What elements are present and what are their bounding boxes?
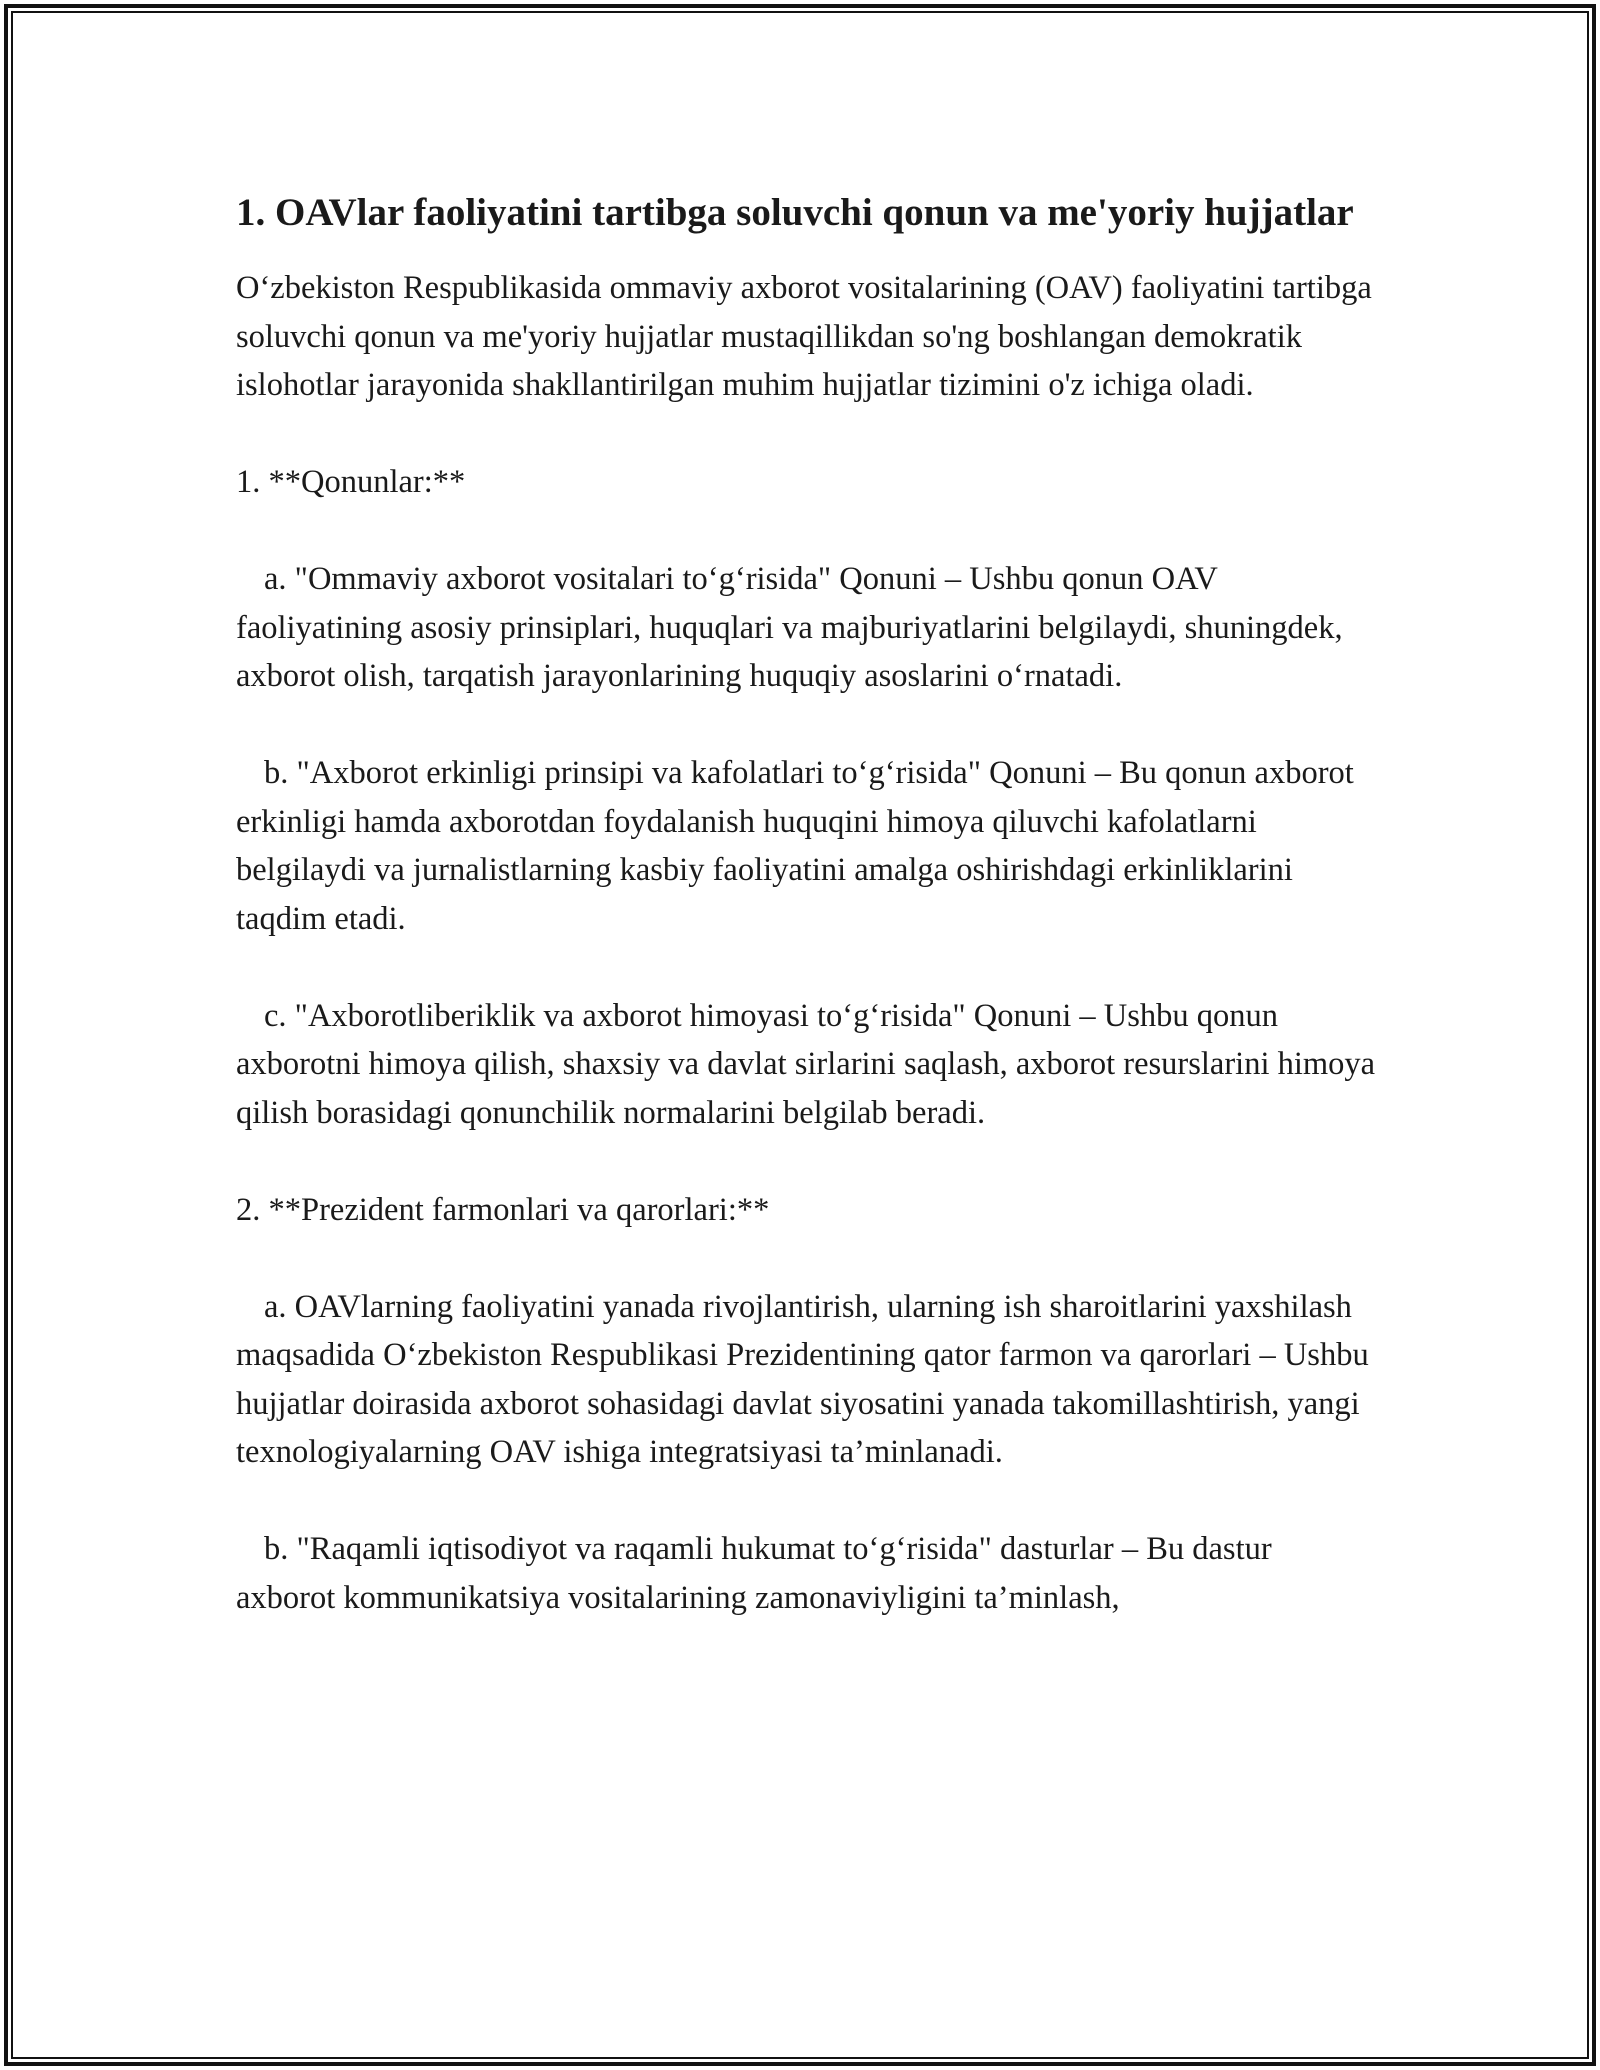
intro-paragraph: O‘zbekiston Respublikasida ommaviy axborot vositalarining (OAV) faoliyatini tartibga soluvchi qonun va me'yoriy hujjatlar mustaqillikdan so'ng boshlangan demokratik islohotlar jarayonida shakllantirilgan muhim hujjatlar tizimini o'z ichiga oladi. [236,270,1372,403]
law-item-c: c. "Axborotliberiklik va axborot himoyasi to‘g‘risida" Qonuni – Ushbu qonun axborotni himoya qilish, shaxsiy va davlat sirlarini saqlash, axborot resurslarini himoya qilish borasidagi qonunchilik normalarini belgilab beradi. [236,997,1376,1131]
paragraph-gap [236,507,1376,556]
decree-item-a: a. OAVlarning faoliyatini yanada rivojlantirish, ularning ish sharoitlarini yaxshilash maqsadida O‘zbekiston Respublikasi Prezidentining qator farmon va qarorlari – Ushbu hujjatlar doirasida axborot sohasidagi davlat siyosatini yanada takomillashtirish, yangi texnologiyalarning OAV ishiga integratsiyasi ta’minlanadi. [236,1288,1369,1470]
section-heading-laws: 1. **Qonunlar:** [236,464,466,500]
law-item-b: b. "Axborot erkinligi prinsipi va kafolatlari to‘g‘risida" Qonuni – Bu qonun axborot erkinligi hamda axborotdan foydalanish huquqini himoya qiluvchi kafolatlarni belgilaydi va jurnalistlarning kasbiy faoliyatini amalga oshirishdagi erkinliklarini taqdim etadi. [236,755,1354,937]
document-page [236,186,1376,1622]
paragraph-gap [236,701,1376,750]
decree-item-b: b. "Raqamli iqtisodiyot va raqamli hukumat to‘g‘risida" dasturlar – Bu dastur axborot kommunikatsiya vositalarining zamonaviyligini ta’minlash, [236,1531,1272,1616]
paragraph-gap [236,1137,1376,1186]
document-title: 1. OAVlar faoliyatini tartibga soluvchi qonun va me'yoriy hujjatlar [236,191,1354,234]
paragraph-gap [236,943,1376,992]
paragraph-gap [236,1234,1376,1283]
paragraph-gap [236,1477,1376,1526]
paragraph-gap [236,410,1376,459]
law-item-a: a. "Ommaviy axborot vositalari to‘g‘risida" Qonuni – Ushbu qonun OAV faoliyatining asosiy prinsiplari, huquqlari va majburiyatlarini belgilaydi, shuningdek, axborot olish, tarqatish jarayonlarining huquqiy asoslarini o‘rnatadi. [236,561,1343,694]
section-heading-decrees: 2. **Prezident farmonlari va qarorlari:** [236,1191,770,1228]
